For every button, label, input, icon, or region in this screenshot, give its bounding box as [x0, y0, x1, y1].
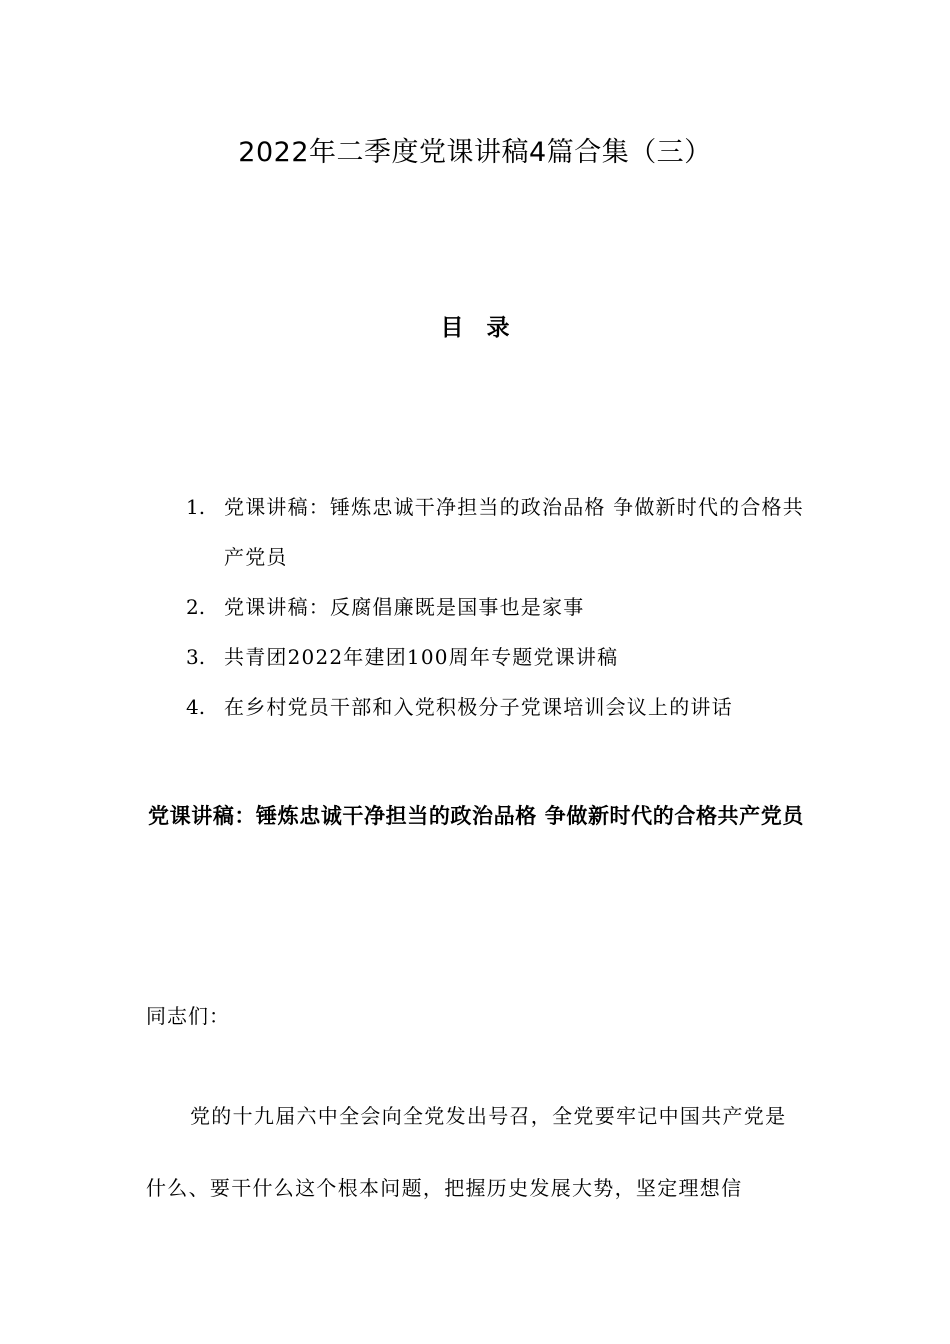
toc-item-number: 1.	[186, 495, 206, 519]
toc-item-text: 共青团2022年建团100周年专题党课讲稿	[224, 645, 619, 669]
toc-item-text: 在乡村党员干部和入党积极分子党课培训会议上的讲话	[224, 695, 733, 719]
toc-item-text: 党课讲稿：反腐倡廉既是国事也是家事	[224, 595, 585, 619]
toc-item-number: 2.	[186, 595, 206, 619]
toc-heading: 目 录	[440, 314, 510, 341]
salutation: 同志们：	[146, 1004, 230, 1028]
table-of-contents	[186, 482, 806, 732]
page-title: 2022年二季度党课讲稿4篇合集（三）	[238, 137, 712, 168]
toc-item[interactable]	[186, 632, 806, 682]
toc-item-number: 3.	[186, 645, 206, 669]
toc-item[interactable]	[186, 482, 806, 582]
toc-item-number: 4.	[186, 695, 206, 719]
toc-item-text: 党课讲稿：锤炼忠诚干净担当的政治品格 争做新时代的合格共产党员	[224, 495, 804, 569]
toc-item[interactable]	[186, 582, 806, 632]
article-title: 党课讲稿：锤炼忠诚干净担当的政治品格 争做新时代的合格共产党员	[148, 804, 804, 828]
body-paragraph: 党的十九届六中全会向全党发出号召，全党要牢记中国共产党是什么、要干什么这个根本问题，把握历史发展大势，坚定理想信	[146, 1104, 787, 1200]
toc-item[interactable]	[186, 682, 806, 732]
